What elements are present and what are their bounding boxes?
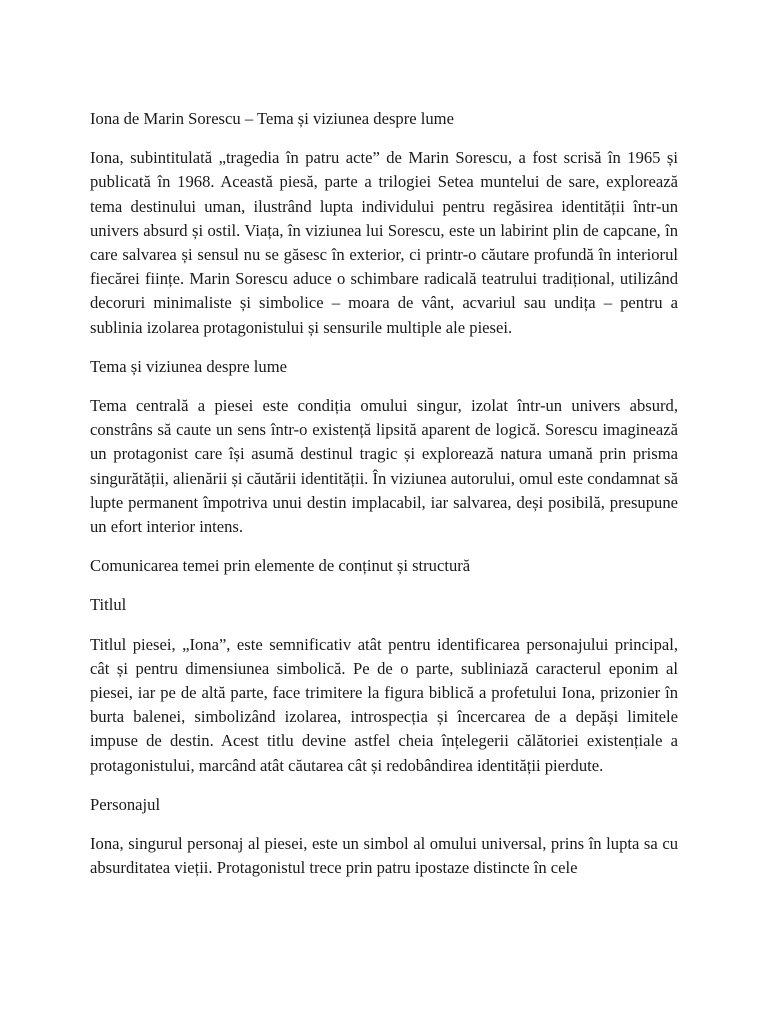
subsection-title-heading: Titlul [90, 595, 127, 615]
document-body [90, 107, 678, 895]
intro-paragraph: Iona, subintitulată „tragedia în patru acte” de Marin Sorescu, a fost scrisă în 1965 și publicată în 1968. Această piesă, parte a trilogiei Setea muntelui de sare, explorează tema destinului uman, ilustrând lupta individului pentru regăsirea identității într-un univers absurd și ostil. Viața, în viziunea lui Sorescu, este un labirint plin de capcane, în care salvarea și sensul nu se găsesc în exterior, ci printr-o căutare profundă în interiorul fiecărei ființe. Marin Sorescu aduce o schimbare radicală teatrului tradițional, utilizând decoruri minimaliste și simbolice – moara de vânt, acvariul sau undița – pentru a sublinia izolarea protagonistului și sensurile multiple ale piesei. [90, 148, 678, 337]
section-theme-heading: Tema și viziunea despre lume [90, 356, 287, 376]
document-title: Iona de Marin Sorescu – Tema și viziunea despre lume [90, 109, 454, 128]
subsection-title-paragraph: Titlul piesei, „Iona”, este semnificativ atât pentru identificarea personajului principal, cât și pentru dimensiunea simbolică. Pe de o parte, subliniază caracterul eponim al piesei, iar pe de altă parte, face trimitere la figura biblică a profetului Iona, prizonier în burta balenei, simbolizând izolarea, introspecția și încercarea de a depăși limitele impuse de destin. Acest titlu devine astfel cheia înțelegerii călătoriei existențiale a protagonistului, marcând atât căutarea cât și redobândirea identității pierdute. [90, 634, 678, 775]
section-communication-heading: Comunicarea temei prin elemente de conținut și structură [90, 556, 471, 576]
subsection-character-heading: Personajul [90, 794, 161, 814]
section-theme-paragraph: Tema centrală a piesei este condiția omului singur, izolat într-un univers absurd, constrâns să caute un sens într-o existență lipsită aparent de logică. Sorescu imaginează un protagonist care își asumă destinul tragic și explorează natura umană prin prisma singurătății, alienării și căutării identității. În viziunea autorului, omul este condamnat să lupte permanent împotriva unui destin implacabil, iar salvarea, deși posibilă, presupune un efort interior intens. [90, 396, 678, 537]
subsection-character-paragraph: Iona, singurul personaj al piesei, este un simbol al omului universal, prins în lupta sa cu absurditatea vieții. Protagonistul trece prin patru ipostaze distincte în cele [90, 834, 678, 878]
